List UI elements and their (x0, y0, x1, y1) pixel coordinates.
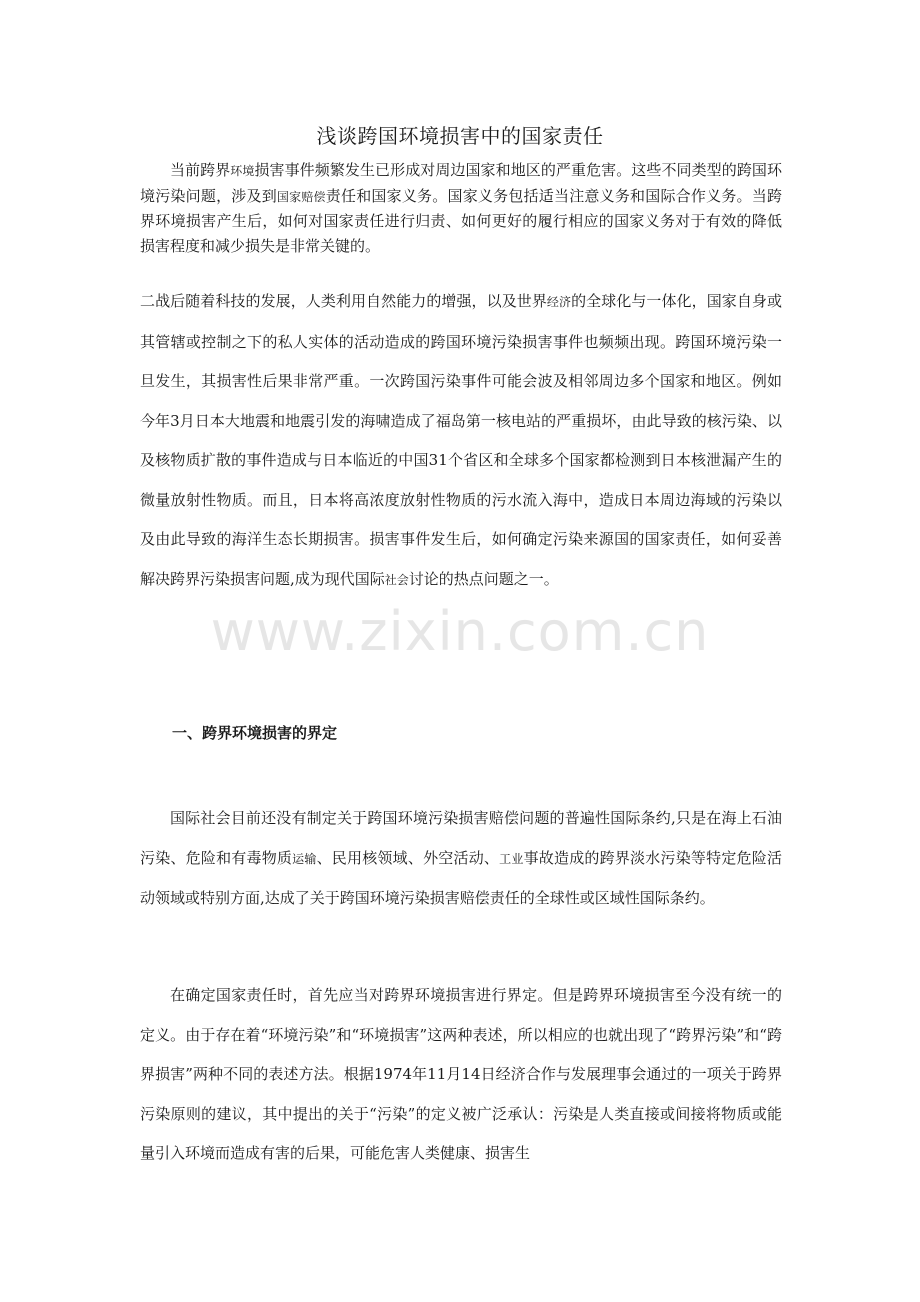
para2-text-b: 、民用核领域、外空活动、 (316, 848, 500, 867)
body-paragraph-3: 在确定国家责任时，首先应当对跨界环境损害进行界定。但是跨界环境损害至今没有统一的定义。由于存在着“环境污染”和“环境损害”这两种表述，所以相应的也就出现了“跨界污染”和“跨界损害”两种不同的表述方法。根据1974年11月14日经济合作与发展理事会通过的一项关于跨界污染原则的建议，其中提出的关于“污染”的定义被广泛承认：污染是人类直接或间接将物质或能量引入环境而造成有害的后果，可能危害人类健康、损害生 (140, 986, 782, 1162)
para1-text-c: 讨论的热点问题之一。 (408, 569, 559, 588)
section-heading: 一、跨界环境损害的界定 (172, 724, 338, 742)
body-paragraph-2 (140, 799, 782, 919)
intro-inline-term-1: 环境 (230, 164, 255, 178)
para2-inline-term-a: 运输 (292, 851, 317, 866)
para1-inline-term-a: 经济 (546, 295, 572, 309)
para1-inline-term-b: 社会 (384, 572, 409, 587)
intro-text-1: 当前跨界 (170, 161, 231, 179)
watermark-text: www.zixin.com.cn (210, 600, 710, 663)
para2-text-a: 国际社会目前还没有制定关于跨国环境污染损害赔偿问题的普遍性国际条约,只是在海上石油污染、危险和有毒物质 (140, 809, 782, 867)
intro-text-3: 责任和国家义务。国家义务包括适当注意义务和国际合作义务。当跨界环境损害产生后，如何对国家责任进行归责、如何更好的履行相应的国家义务对于有效的降低损害程度和减少损失是非常关键的。 (140, 186, 782, 255)
para1-text-a: 二战后随着科技的发展，人类利用自然能力的增强，以及世界 (140, 292, 547, 310)
para1-text-b: 的全球化与一体化，国家自身或其管辖或控制之下的私人实体的活动造成的跨国环境污染损害事件也频频出现。跨国环境污染一旦发生，其损害性后果非常严重。一次跨国污染事件可能会波及相邻周边多个国家和地区。例如今年3月日本大地震和地震引发的海啸造成了福岛第一核电站的严重损坏，由此导致的核污染、以及核物质扩散的事件造成与日本临近的中国31个省区和全球多个国家都检测到日本核泄漏产生的微量放射性物质。而且，日本将高浓度放射性物质的污水流入海中，造成日本周边海域的污染以及由此导致的海洋生态长期损害。损害事件发生后，如何确定污染来源国的国家责任，如何妥善解决跨界污染损害问题,成为现代国际 (140, 292, 782, 588)
para2-inline-term-b: 工业 (499, 851, 524, 866)
intro-paragraph (140, 158, 782, 258)
body-paragraph-1 (140, 282, 782, 600)
intro-text-2: 损害事件频繁发生已形成对周边国家和地区的严重危害。这些不同类型的跨国环境污染问题，涉及到 (140, 161, 782, 205)
para2-text-c: 事故造成的跨界淡水污染等特定危险活动领域或特别方面,达成了关于跨国环境污染损害赔偿责任的全球性或区域性国际条约。 (140, 848, 782, 907)
document-title: 浅谈跨国环境损害中的国家责任 (316, 124, 604, 148)
intro-inline-term-2: 国家赔偿 (276, 189, 326, 204)
